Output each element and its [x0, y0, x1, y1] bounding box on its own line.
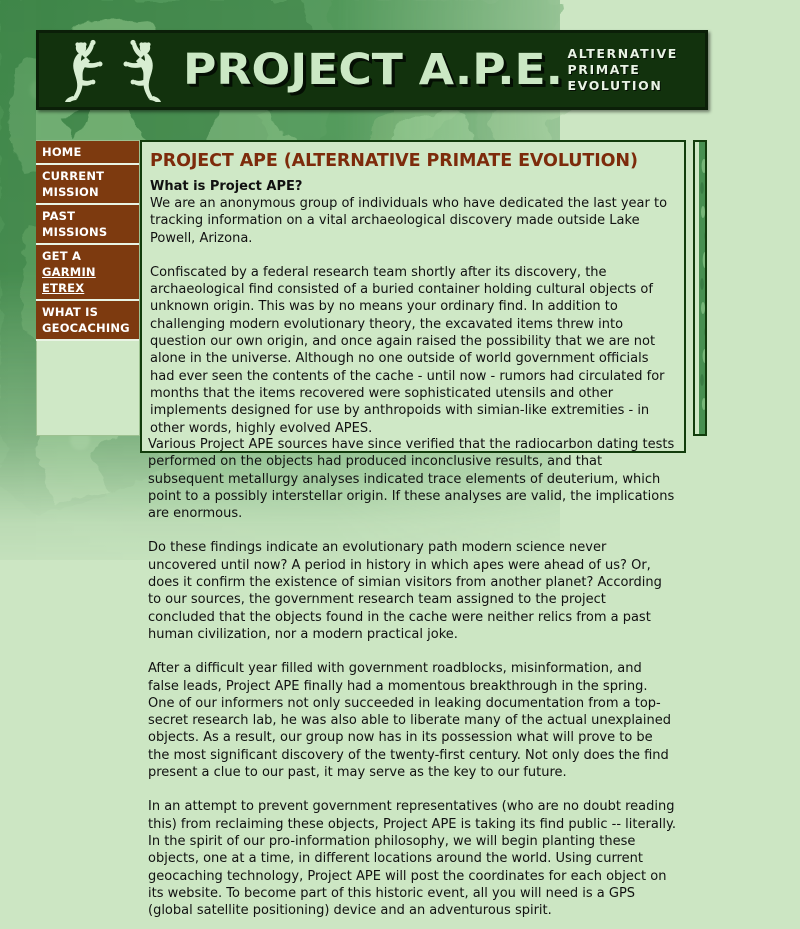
- subtitle-line-3: EVOLUTION: [567, 78, 663, 93]
- sidebar-item-label: PAST: [42, 209, 76, 223]
- sidebar-item-get-a-garmin-etrex[interactable]: [36, 245, 139, 301]
- section-subheading: What is Project APE?: [150, 179, 303, 194]
- sidebar-item-current-mission[interactable]: [36, 165, 139, 205]
- paragraph-5: After a difficult year filled with government roadblocks, misinformation, and false leads, Project APE finally had a momentous breakthrough in the spring. One of our informers not only succeeded in leaking documentation from a top-secret research lab, he was also able to liberate many of the actual unexplained objects. As a result, our group now has in its possession what will prove to be the most significant discovery of the twenty-first century. Not only does the find present a clue to our past, it may serve as the key to our future.: [148, 661, 671, 781]
- paragraph-6: In an attempt to prevent government representatives (who are no doubt reading this) from reclaiming these objects, Project APE is taking its find public -- literally. In the spirit of our pro-information philosophy, we will begin planting these objects, one at a time, in different locations around the world. Using current geocaching technology, Project APE will post the coordinates for each object on its website. To become part of this historic event, all you will need is a GPS (global satellite positioning) device and an adventurous spirit.: [148, 799, 676, 919]
- sidebar-item-label: HOME: [42, 145, 82, 159]
- right-decorative-strip: [693, 140, 707, 436]
- sidebar-navigation: [36, 141, 139, 341]
- paragraph-3: Various Project APE sources have since verified that the radiocarbon dating tests performed on the objects had produced inconclusive results, and that subsequent metallurgy analyses indicated trace elements of deuterium, which point to a possibly interstellar origin. If these analyses are valid, the implications are enormous.: [148, 437, 675, 522]
- paragraph-2: Confiscated by a federal research team shortly after its discovery, the archaeological find consisted of a buried container holding cultural objects of unknown origin. This was by no means your ordinary find. In addition to challenging modern evolutionary theory, the excavated items threw into question our own origin, and once again raised the possibility that we are not alone in the universe. Although no one outside of world government officials had ever seen the contents of the cache - until now - rumors had circulated for months that the items recovered were sophisticated utensils and other implements designed for use by anthropoids with simian-like extremities - in other words, highly evolved APES.: [150, 264, 665, 436]
- main-content-panel: [140, 140, 686, 453]
- paragraph-4: Do these findings indicate an evolutionary path modern science never uncovered until now? A period in history in which apes were ahead of us? Or, does it confirm the existence of simian visitors from another planet? According to our sources, the government research team assigned to the project concluded that the objects found in the cache were neither relics from a past human civilization, nor a modern practical joke.: [148, 540, 662, 642]
- sidebar-item-label-2: MISSIONS: [42, 225, 108, 239]
- sidebar-item-label-2: GEOCACHING: [42, 321, 130, 335]
- subtitle-line-2: PRIMATE: [567, 62, 641, 77]
- site-header-banner: [36, 30, 708, 110]
- site-subtitle: [568, 46, 678, 94]
- subtitle-line-1: ALTERNATIVE: [567, 46, 678, 61]
- sidebar-item-what-is-geocaching[interactable]: [36, 301, 139, 341]
- sidebar-item-label: WHAT IS: [42, 305, 99, 319]
- sidebar-item-label: GET A: [42, 249, 82, 263]
- two-apes-logo-icon: [53, 38, 173, 102]
- sidebar-item-home[interactable]: [36, 141, 139, 165]
- site-title: PROJECT A.P.E.: [183, 45, 564, 95]
- main-content-continued: [140, 436, 686, 929]
- sidebar-item-label-2: GARMIN ETREX: [42, 265, 96, 295]
- page-title: PROJECT APE (ALTERNATIVE PRIMATE EVOLUTION): [150, 151, 638, 171]
- sidebar-item-past-missions[interactable]: [36, 205, 139, 245]
- paragraph-1: We are an anonymous group of individuals who have dedicated the last year to tracking information on a vital archaeological discovery made outside Lake Powell, Arizona.: [150, 196, 668, 246]
- sidebar-item-label: CURRENT: [42, 169, 105, 183]
- sidebar-item-label-2: MISSION: [42, 185, 99, 199]
